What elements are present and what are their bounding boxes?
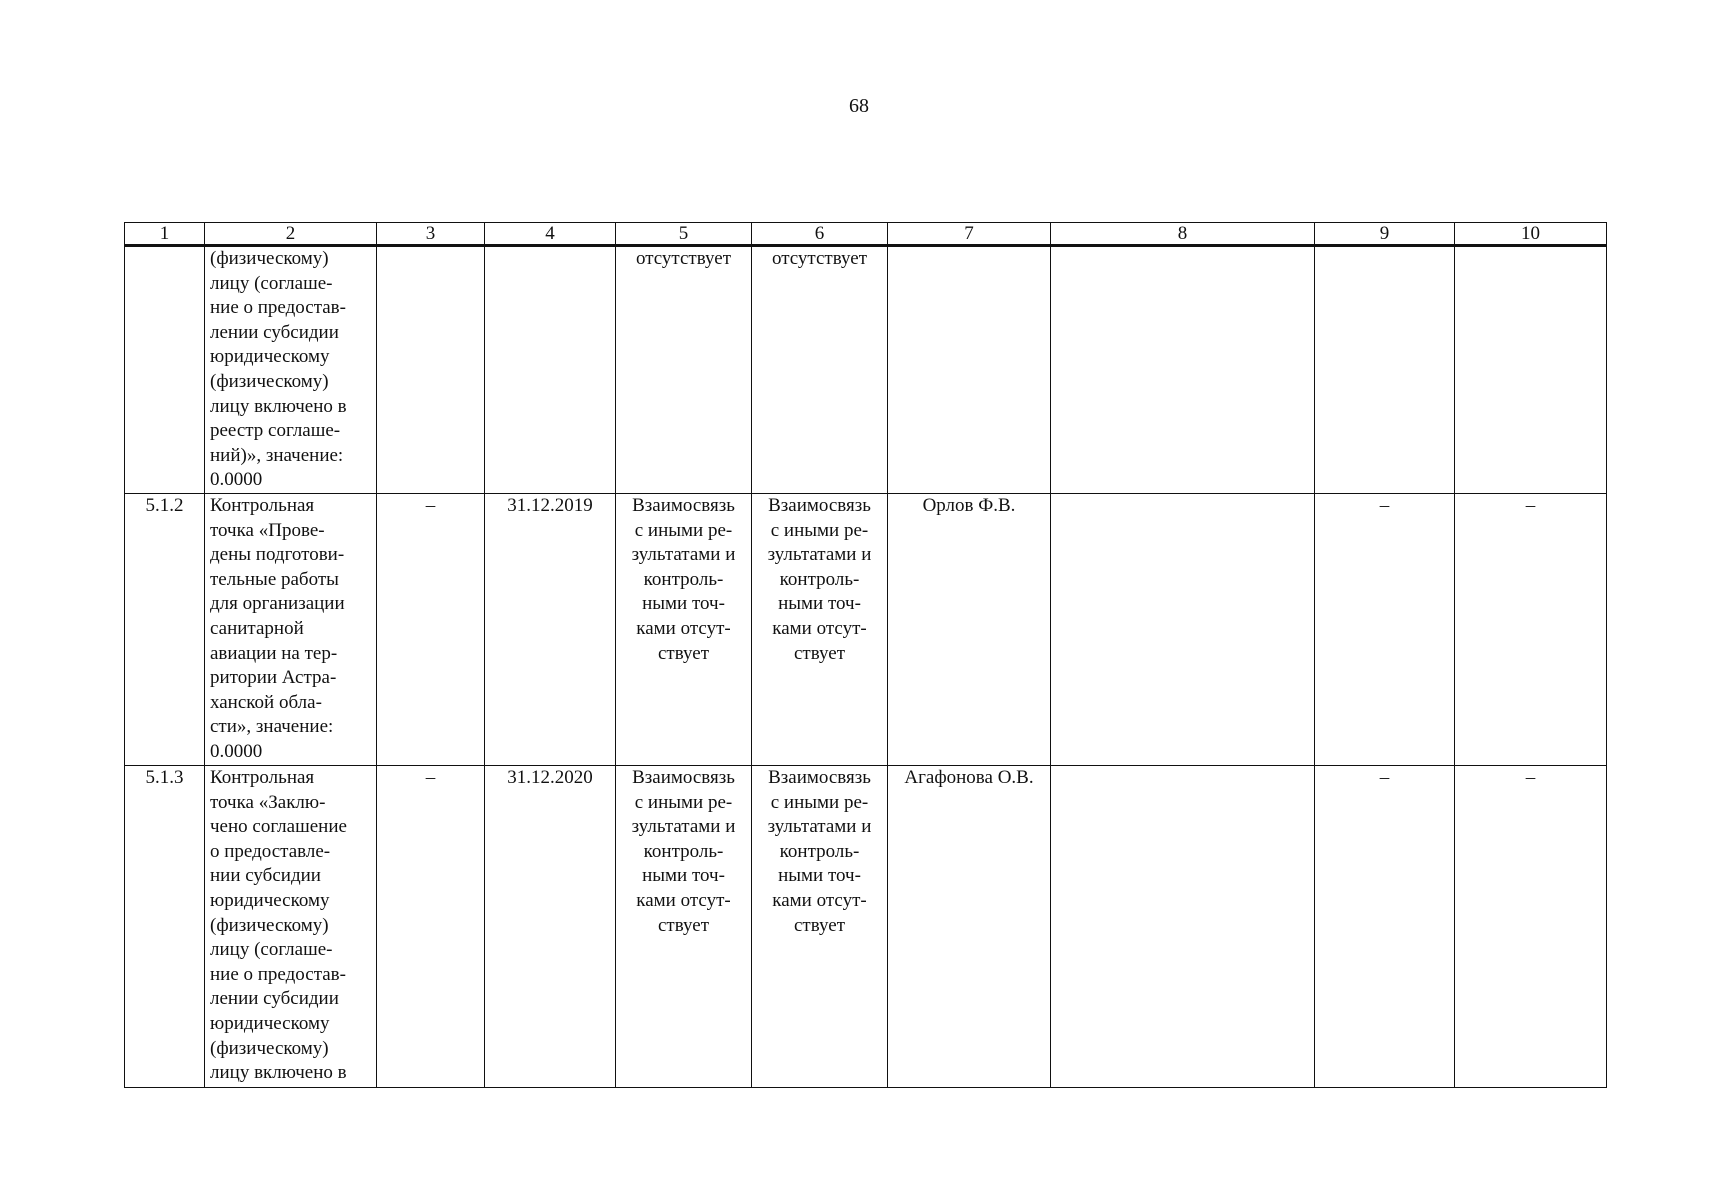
page-number: 68 [849, 95, 869, 117]
column-header-10: 10 [1455, 223, 1607, 246]
column-header-6: 6 [752, 223, 888, 246]
cell-col8 [1051, 494, 1315, 766]
cell-col10: – [1455, 766, 1607, 1088]
due-date: 31.12.2020 [485, 766, 616, 1088]
control-point-description: Контрольная точка «Прове- дены подготови- тельные работы для организации санитарной авиации на тер- ритории Астра- ханской обла- сти», значение: 0.0000 [205, 494, 377, 766]
due-date [485, 246, 616, 494]
cell-col5: Взаимосвязь с иными ре- зультатами и контроль- ными точ- ками отсут- ствует [616, 766, 752, 1088]
due-date: 31.12.2019 [485, 494, 616, 766]
control-points-table [124, 222, 1607, 1088]
cell-col9: – [1315, 494, 1455, 766]
cell-col6: отсутствует [752, 246, 888, 494]
responsible-person: Агафонова О.В. [888, 766, 1051, 1088]
cell-col3: – [377, 766, 485, 1088]
cell-col10 [1455, 246, 1607, 494]
column-header-7: 7 [888, 223, 1051, 246]
cell-col5: отсутствует [616, 246, 752, 494]
cell-col9 [1315, 246, 1455, 494]
table-row [125, 246, 1607, 494]
control-point-description: Контрольная точка «Заклю- чено соглашение о предоставле- нии субсидии юридическому (физическому) лицу (соглаше- ние о предостав- лении субсидии юридическому (физическому) лицу включено в [205, 766, 377, 1088]
cell-col10: – [1455, 494, 1607, 766]
column-header-8: 8 [1051, 223, 1315, 246]
column-header-9: 9 [1315, 223, 1455, 246]
column-header-2: 2 [205, 223, 377, 246]
responsible-person: Орлов Ф.В. [888, 494, 1051, 766]
column-header-5: 5 [616, 223, 752, 246]
cell-col8 [1051, 766, 1315, 1088]
column-header-1: 1 [125, 223, 205, 246]
cell-col5: Взаимосвязь с иными ре- зультатами и контроль- ными точ- ками отсут- ствует [616, 494, 752, 766]
row-number: 5.1.3 [125, 766, 205, 1088]
cell-col6: Взаимосвязь с иными ре- зультатами и контроль- ными точ- ками отсут- ствует [752, 766, 888, 1088]
cell-col3: – [377, 494, 485, 766]
row-number [125, 246, 205, 494]
cell-col9: – [1315, 766, 1455, 1088]
cell-col6: Взаимосвязь с иными ре- зультатами и контроль- ными точ- ками отсут- ствует [752, 494, 888, 766]
table-row [125, 766, 1607, 1088]
responsible-person [888, 246, 1051, 494]
header-row [125, 223, 1607, 246]
table-row [125, 494, 1607, 766]
column-header-3: 3 [377, 223, 485, 246]
column-header-4: 4 [485, 223, 616, 246]
cell-col8 [1051, 246, 1315, 494]
row-number: 5.1.2 [125, 494, 205, 766]
cell-col3 [377, 246, 485, 494]
control-point-description: (физическому) лицу (соглаше- ние о предостав- лении субсидии юридическому (физическому) лицу включено в реестр соглаше- ний)», значение: 0.0000 [205, 246, 377, 494]
